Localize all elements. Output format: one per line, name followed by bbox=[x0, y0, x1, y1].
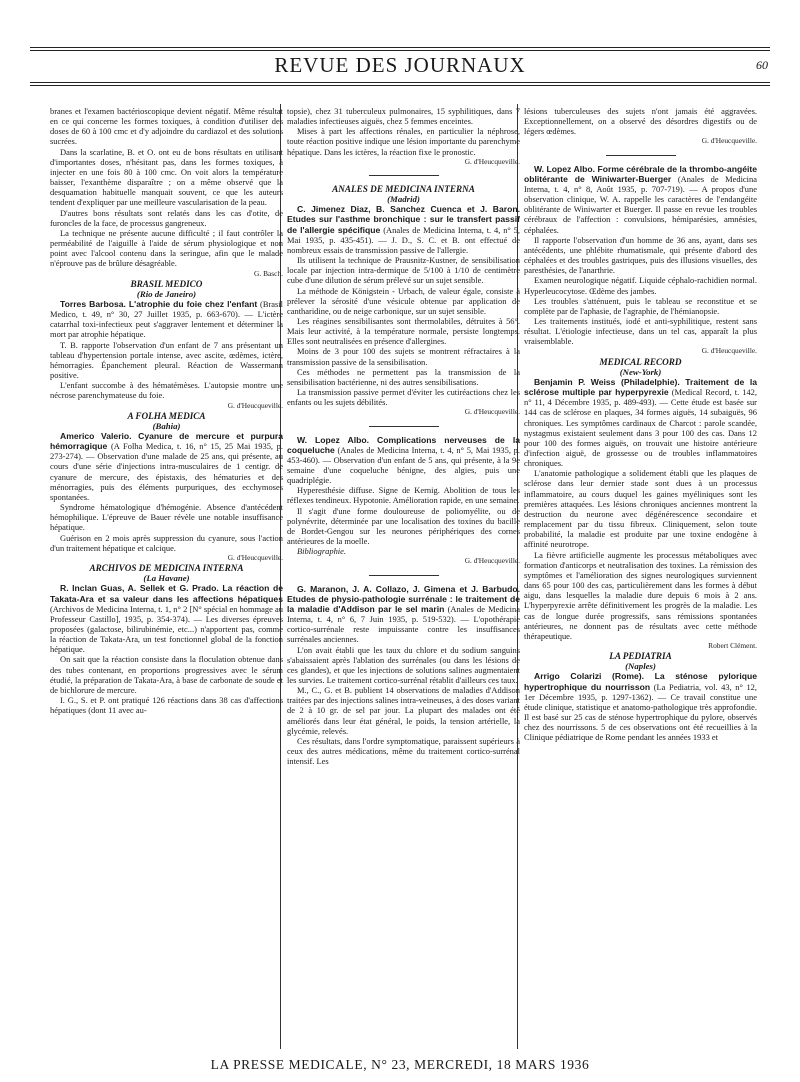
article-paragraph bbox=[287, 435, 520, 486]
article-text: (Anales de Medicina Interna, t. 4, n° 5, Mai 1935, p. 453-460). — Observation d'un enfant de 5 ans, qui présente, à la 9e semaine d'une coqueluche bénigne, des algies, puis une quadriplégie. bbox=[287, 444, 520, 486]
author-signature: G. d'Heucqueville. bbox=[464, 156, 520, 166]
paragraph: branes et l'examen bactérioscopique devient négatif. Même résultat en ce qui concerne les formes toxiques, à condition d'utiliser des doses de 60 à 100 cmc et d'y adjoindre du cardiazol et des solutions sucrées. bbox=[50, 106, 283, 147]
journal-heading: LA PEDIATRIA bbox=[609, 651, 672, 662]
paragraph: D'autres bons résultats sont relatés dans les cas d'otite, de furoncles de la face, de processus gangreneux. bbox=[50, 207, 283, 228]
article-text: (A Folha Medica, t. 16, n° 15, 25 Mai 1935, p. 273-274). — Observation d'une malade de 25 ans, qui présente, au cours d'une série d'injections intra-musculaires de 1 centigr. de cyanure de mercure, des épistaxis, des hématuries et des ménorragies, puis des éléments purpuriques, des ecchymoses spontanées. bbox=[50, 441, 283, 502]
journal-location: (La Havane) bbox=[143, 573, 190, 584]
paragraph: Dans la scarlatine, B. et O. ont eu de bons résultats en utilisant d'importantes doses, n'hésitant pas, dans les formes toxiques, à injecter en une fois 80 à 100 cmc. On voit alors la température baisser, l'exanthème disparaître ; on a même observé que la desquamation habituelle manquait souvent, ce que les auteurs tendent d'expliquer par une meilleure vascularisation de la peau. bbox=[50, 146, 283, 208]
paragraph: La méthode de Königstein - Urbach, de valeur égale, consiste à prélever la sérosité d'une vésicule obtenue par application de cantharidine, ou de neige carbonique, sur un sujet sensible. bbox=[287, 285, 520, 316]
article-title: Arrigo Colarizi (Rome). La sténose pylorique hypertrophique du nourrisson bbox=[524, 671, 757, 692]
paragraph: Ces résultats, dans l'ordre symptomatique, paraissent supérieurs à ceux des autres médications, même du traitement cortico-surrénal intensif. Les bbox=[287, 735, 520, 767]
paragraph: Les troubles s'atténuent, puis le tableau se reconstitue et se complète par de l'aphasie, de l'agraphie, de l'hémianopsie. bbox=[524, 295, 757, 316]
paragraph: Hyperesthésie diffuse. Signe de Kernig. Abolition de tous les réflexes tendineux. Hypotonie. Amélioration rapide, en une semaine. bbox=[287, 485, 520, 506]
paragraph: L'anatomie pathologique a solidement établi que les plaques de sclérose dans leur dernier stade sont dues à un processus inflammatoire, au cours duquel les gaines myéliniques sont les premières attaquées. Les lésions chroniques anciennes montrent la destruction du neurone avec dégénérescence secondaire et remplacement par du tissu fibreux. Cliniquement, selon toute probabilité, la maladie est produite par une toxine endogène à affinité neurotrope. bbox=[524, 468, 757, 550]
journal-heading: A FOLHA MEDICA bbox=[127, 410, 206, 421]
paragraph: Mises à part les affections rénales, en particulier la néphrose, toute réaction positive indique une lésion importante du parenchyme hépatique. Dans les ictères, la réaction fixe le pronostic. bbox=[287, 126, 520, 157]
section-divider bbox=[369, 575, 439, 576]
article-title: R. Inclan Guas, A. Sellek et G. Prado. La réaction de Takata-Ara et sa valeur dans les affections hépatiques bbox=[50, 583, 283, 604]
article-paragraph bbox=[524, 671, 757, 742]
paragraph: Les traitements institués, iodé et anti-syphilitique, restent sans résultat. L'étiologie infectieuse, dans un tel cas, apparaît la plus vraisemblable. bbox=[524, 315, 757, 347]
article-text: (Archivos de Medicina Interna, t. 1, n° 2 [N° spécial en hommage au Professeur Castillo], 1935, p. 354-374). — Les diverses épreuves proposées (galactose, bilirubinémie, etc...) n'apportent pas, comme la réaction de Takata-Ara, un test fonctionnel global de la fonction hépatique. bbox=[50, 603, 283, 655]
section-divider bbox=[606, 155, 676, 156]
author-signature: G. d'Heucqueville. bbox=[701, 346, 757, 356]
paragraph: topsie), chez 31 tuberculeux pulmonaires, 15 syphilitiques, dans 7 maladies infectieuses aiguës, chez 5 femmes enceintes. bbox=[287, 106, 520, 127]
journal-location: (Bahia) bbox=[152, 420, 181, 431]
article-title: Americo Valerio. Cyanure de mercure et purpura hémorragique bbox=[50, 431, 283, 452]
page-number: 60 bbox=[756, 58, 768, 72]
article-text: (La Pediatria, vol. 43, n° 12, 1er Décembre 1935, p. 1297-1362). — Ce travail constitue une étude clinique, statistique et anatomo-pathologique très approfondie. Il est basé sur 25 cas de sténose hypertrophique du pylore, observés chez des nourrissons. 5 de ces observations ont été recueillies à la Clinique pédiatrique de Rome pendant les années 1933 et bbox=[524, 681, 758, 743]
article-paragraph bbox=[287, 584, 520, 645]
author-signature: Robert Clément. bbox=[708, 640, 757, 650]
article-paragraph bbox=[524, 164, 757, 235]
paragraph: Moins de 3 pour 100 des sujets se montrent réfractaires à la transmission passive de la sensibilisation. bbox=[287, 346, 520, 367]
article-title: Torres Barbosa. L'atrophie du foie chez l'enfant bbox=[60, 298, 258, 309]
column-3 bbox=[524, 106, 757, 743]
article-title: G. Maranon, J. A. Collazo, J. Gimena et J. Barbudo. Etudes de physio-pathologie surrénale : le traitement de la maladie d'Addison par le sel marin bbox=[287, 583, 520, 614]
article-text: (Anales de Medicina Interna, t. 4, n° 6, 7 Juin 1935, p. 519-532). — L'opothérapie cortico-surrénale reste impuissante contre les insuffisances surrénales anciennes. bbox=[287, 603, 520, 645]
article-paragraph bbox=[50, 583, 283, 654]
header-rule-bottom bbox=[30, 82, 770, 83]
paragraph: Il rapporte l'observation d'un homme de 36 ans, ayant, dans ses antécédents, une phlébite rhumatismale, qui présente d'abord des céphalées et des troubles gastriques, puis des illusions visuelles, des paresthésies, de l'anarthrie. bbox=[524, 234, 757, 276]
author-signature: G. d'Heucqueville. bbox=[227, 400, 283, 410]
paragraph: Syndrome hématologique d'hémogénie. Absence d'antécédent hémophilique. L'épreuve de Bauer révèle une notable insuffisance hépatique. bbox=[50, 502, 283, 533]
article-paragraph bbox=[287, 204, 520, 255]
section-divider bbox=[369, 426, 439, 427]
paragraph: Il s'agit d'une forme douloureuse de poliomyélite, ou de polynévrite, déterminée par une localisation des toxines du bacille de Bordet-Gengou sur les neurones périphériques des cornes antérieures de la moelle. bbox=[287, 505, 520, 547]
paragraph: T. B. rapporte l'observation d'un enfant de 7 ans présentant un tableau d'hypertension portale intense, avec ascite, œdèmes, ictère, hémorragies. Épanchement pleural. Réaction de Wassermann positive. bbox=[50, 339, 283, 381]
paragraph: lésions tuberculeuses des sujets n'ont jamais été aggravées. Exceptionnellement, on a observé des désordres digestifs ou de légers œdèmes. bbox=[524, 106, 757, 137]
journal-location: (Rio de Janeiro) bbox=[136, 288, 197, 299]
author-signature: G. d'Heucqueville. bbox=[464, 556, 520, 566]
author-signature: G. d'Heucqueville. bbox=[464, 407, 520, 417]
article-text: (Medical Record, t. 142, n° 11, 4 Décembre 1935, p. 489-493). — Cette étude est basée sur 144 cas de sclérose en plaques, 34 formes aiguës, 14 subaiguës, 96 chroniques. Les symptômes cardinaux de Charcot : parole scandée, nystagmus existaient seulement dans 3 pour 100 des cas. Dans 12 pour 100 des formes aiguës, on trouvait une histoire antérieure d'infection aiguë, de grossesse ou de troubles inflammatoires chroniques. bbox=[524, 387, 757, 469]
paragraph: Examen neurologique négatif. Liquide céphalo-rachidien normal. Hyperleucocytose. Œdème des jambes. bbox=[524, 275, 757, 296]
article-paragraph bbox=[524, 377, 757, 468]
paragraph: Ces méthodes ne permettent pas la transmission de la sensibilisation bactérienne, ni des autres sensibilisations. bbox=[287, 366, 520, 387]
article-text: (Brasil Medico, t. 49, n° 30, 27 Juillet 1935, p. 663-670). — L'ictère catarrhal toxi-infectieux peut s'aggraver lentement et déterminer la mort par atrophie hépatique. bbox=[50, 298, 284, 340]
paragraph: On sait que la réaction consiste dans la floculation obtenue dans des tubes contenant, en proportions progressives avec le sérum étudié, la préparation de Takata-Ara, à base de carbonate de soude et de bichlorure de mercure. bbox=[50, 654, 283, 695]
journal-heading: MEDICAL RECORD bbox=[599, 356, 682, 367]
paragraph: M., C., G. et B. publient 14 observations de maladies d'Addison traitées par des injections salines intra-veineuses, à des doses variant de 2 à 10 gr. de sel par jour. La plupart des malades ont été améliorés dans leur état général, le poids, la tension artérielle, la glycémie, relevés. bbox=[287, 685, 520, 736]
journal-location: (Naples) bbox=[625, 661, 656, 672]
article-title: Benjamin P. Weiss (Philadelphie). Traitement de la sclérose multiple par hyperpyrexie bbox=[524, 376, 757, 398]
article-paragraph bbox=[50, 431, 283, 502]
column-1 bbox=[50, 106, 283, 715]
paragraph: La transmission passive permet d'éviter les cutiréactions chez les enfants ou les sujets débilités. bbox=[287, 387, 520, 408]
header-rule-top-2 bbox=[30, 50, 770, 51]
paragraph: Ils utilisent la technique de Prausnitz-Kustner, de sensibilisation locale par injection intra-dermique de 5/100 à 1/10 de centimètre cube d'une dilution de sérum prélevé sur un sujet sensible. bbox=[287, 255, 520, 286]
author-signature: G. d'Heucqueville. bbox=[227, 552, 283, 562]
header-rule-top bbox=[30, 47, 770, 48]
header-rule-bottom-2 bbox=[30, 85, 770, 86]
journal-location: (Madrid) bbox=[387, 194, 420, 205]
journal-heading: ANALES DE MEDICINA INTERNA bbox=[332, 183, 475, 194]
paragraph: I. G., S. et P. ont pratiqué 126 réactions dans 38 cas d'affections hépatiques (dont 11 avec au- bbox=[50, 695, 283, 716]
journal-heading: ARCHIVOS DE MEDICINA INTERNA bbox=[89, 563, 244, 574]
paragraph: Les réagines sensibilisantes sont thermolabiles, détruites à 56°. Mais leur activité, à la température normale, persiste longtemps. Elles sont neutralisées en présence d'allergines. bbox=[287, 315, 520, 347]
article-paragraph bbox=[50, 299, 283, 340]
page-footer: LA PRESSE MEDICALE, N° 23, MERCREDI, 18 MARS 1936 bbox=[210, 1057, 590, 1072]
article-text: (Anales de Medicina Interna, t. 4, n° 8, Août 1935, p. 707-719). — A propos d'une observation clinique, W. A. rappelle les caractères de l'endangéite oblitérante de Winiwarter et Buerger. Il passe en revue les troubles cérébraux de l'affection : convulsions, hémiparésies, amnésies, céphalées. bbox=[524, 173, 757, 235]
journal-section-title: REVUE DES JOURNAUX bbox=[274, 53, 526, 77]
article-title: W. Lopez Albo. Complications nerveuses de la coqueluche bbox=[287, 434, 520, 455]
paragraph: Guérison en 2 mois après suppression du cyanure, sous l'action d'un traitement hépatique et calcique. bbox=[50, 532, 283, 553]
paragraph: La technique ne présente aucune difficulté ; il faut contrôler la perméabilité de l'aiguille à l'aide de sérum physiologique et non point avec l'alcool contenu dans la seringue, afin que le malade n'éprouve pas de brûlure désagréable. bbox=[50, 227, 283, 269]
article-title: C. Jimenez Diaz, B. Sanchez Cuenca et J. Baron. Etudes sur l'asthme bronchique : sur le transfert passif de l'allergie spécifique bbox=[287, 204, 520, 235]
article-text: (Anales de Medicina Interna, t. 4, n° 5, Mai 1935, p. 435-451). — J. D., S. C. et B. ont effectué de nombreux essais de transmission passive de l'allergie. bbox=[287, 224, 520, 255]
journal-heading: BRASIL MEDICO bbox=[130, 278, 203, 289]
journal-location: (New-York) bbox=[619, 366, 662, 377]
column-2 bbox=[287, 106, 520, 766]
author-signature: G. Basch. bbox=[254, 268, 283, 278]
paragraph: Bibliographie. bbox=[297, 546, 346, 557]
author-signature: G. d'Heucqueville. bbox=[701, 136, 757, 146]
paragraph: L'enfant succombe à des hématémèses. L'autopsie montre une nécrose parenchymateuse du foie. bbox=[50, 380, 283, 401]
section-divider bbox=[369, 175, 439, 176]
article-title: W. Lopez Albo. Forme cérébrale de la thrombo-angéite oblitérante de Winiwarter-Buerger bbox=[524, 163, 757, 184]
paragraph: L'on avait établi que les taux du chlore et du sodium sanguins s'abaissaient après l'ablation des surrénales (ou dans les lésions de ces glandes), et que les injections de solutions salines augmentaient les survies. Le traitement cortico-surrénal rétablit d'ailleurs ces taux. bbox=[287, 644, 520, 685]
paragraph: La fièvre artificielle augmente les processus métaboliques avec formation d'anticorps et neutralisation des toxines. La rémission des symptômes et l'amélioration des signes neurologiques surviennent dans 65 pour 100 des cas, particulièrement dans les formes à début aigu, dans lesquelles la maladie dure depuis 6 mois à 2 ans. L'hyperpyrexie arrête définitivement les progrès de la maladie. Les cas de longue durée progressifs, sans rémissions spontanées antérieures, ne donnent pas de résultats avec cette méthode thérapeutique. bbox=[524, 549, 757, 641]
